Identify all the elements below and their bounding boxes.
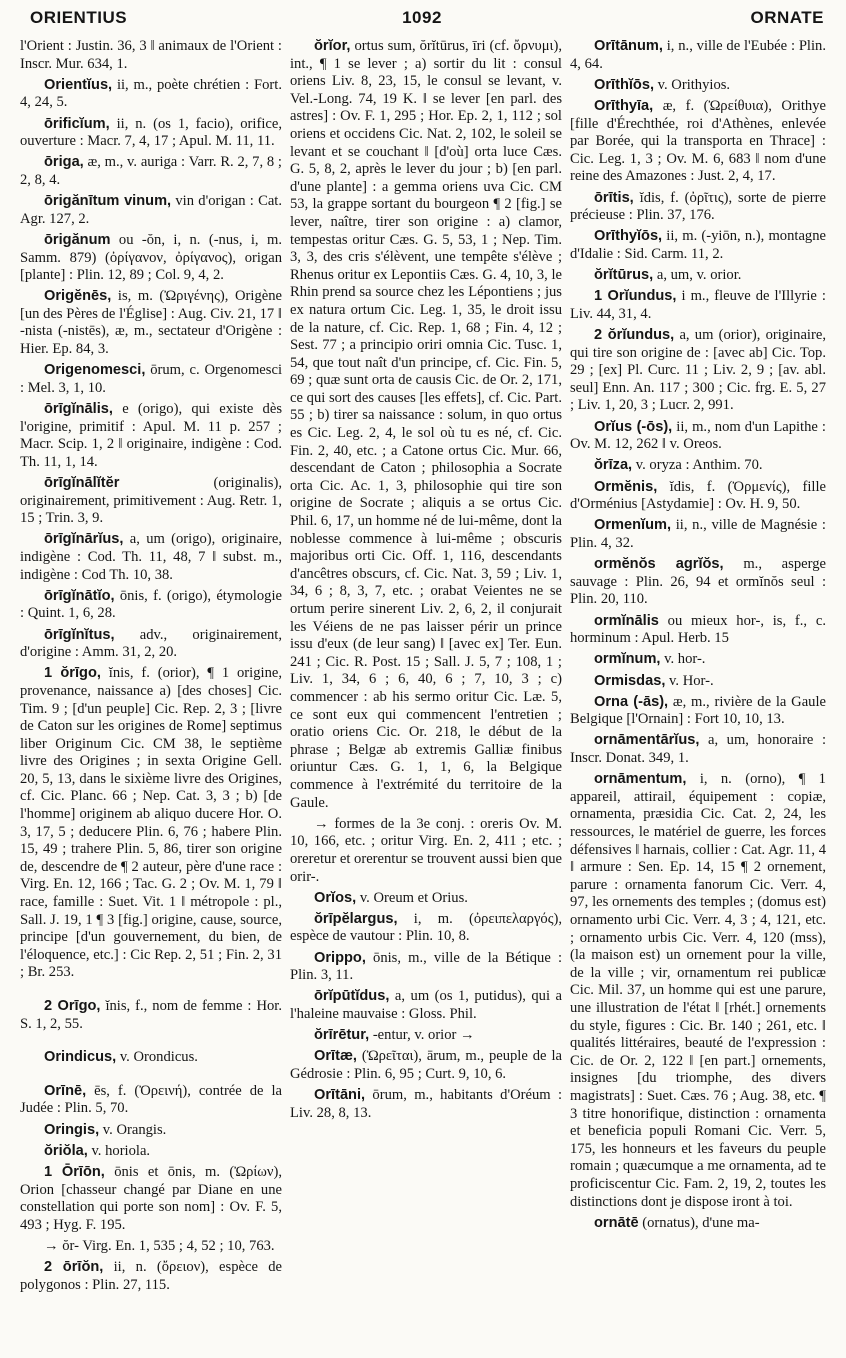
- entry-definition: ii, m., nom d'un Lapithe : Ov. M. 12, 262 ‖ v. Oreos.: [570, 418, 826, 453]
- dictionary-entry: [570, 419, 826, 454]
- header-right-guideword: ORNATE: [750, 8, 824, 27]
- entry-definition: ōrum, c. Orgenomesci : Mel. 3, 1, 10.: [20, 362, 282, 396]
- dictionary-entry: [290, 988, 562, 1023]
- entry-definition: ĭnis, f. (orior), ¶ 1 origine, provenance, naissance a) [des choses] Cic. Tim. 9 ; [d'un peuple] Cic. Rep. 2, 3 ; [livre de Caton sur les origines de Rome] septimus liber Originum Cic. CM 38, le septième livre des Origines ; in sexta Origine Gell. 20, 5, 13, dans le sixième livre des Origines, cf. Cic. Planc. 66 ; Nep. Cat. 3, 3 ; b) [de l'homme] originem ab aliquo ducere Hor. O. 3, 17, 5 ; deducere Plin. 6, 76 ; habere Plin. 15, 49 ; trahere Plin. 5, 86, tirer son origine de, descendre de ¶ 2 auteur, père d'une race : Virg. En. 12, 166 ; Tac. G. 2 ; Ov. M. 1, 79 ‖ race, famille : Suet. Vit. 1 ‖ métropole : pl., Sall. J. 19, 1 ¶ 3 [fig.] origine, cause, source, principe [d'un gouvernement, du bien, de l'éloquence, etc.] : Cic Rep. 2, 51 ; Fin. 2, 31 ; Br. 253.: [20, 665, 282, 981]
- entry-definition: ōnis, m., ville de la Bétique : Plin. 3, 11.: [290, 949, 562, 984]
- entry-headword: ōrificĭum,: [44, 115, 110, 132]
- entry-definition: æ, m., v. auriga : Varr. R. 2, 7, 8 ; 2, 8, 4.: [20, 154, 282, 188]
- entry-headword: Orīthyĭōs,: [594, 228, 663, 245]
- dictionary-entry: [570, 190, 826, 225]
- entry-definition: æ, f. (Ὠρείθυια), Orithye [fille d'Érechthée, roi d'Athènes, enlevée par Borée, qui la transporta en Thrace] : Cic. Leg. 1, 3 ; Ov. M. 6, 683 ‖ nom d'une reine des Amazones : Just. 2, 4, 17.: [570, 97, 826, 185]
- entry-definition: ou -ŏn, i, n. (-nus, i, m. Samm. 879) (ὀρίγανον, ὀρίγανος), origan [plante] : Plin. 12, 89 ; Col. 9, 4, 2.: [20, 231, 282, 284]
- column-1: [20, 38, 282, 1348]
- entry-headword: ōrīgĭnārĭus,: [44, 531, 124, 548]
- entry-headword: Orĭus (-ōs),: [594, 418, 673, 435]
- entry-definition: v. Oreum et Orius.: [359, 889, 468, 906]
- dictionary-entry: [290, 911, 562, 946]
- entry-definition: is, m. (Ὠριγένης), Origène [un des Pères de l'Église] : Aug. Civ. 21, 17 ‖ -nista (-nistēs), æ, m., sectateur d'Origène : Hier. Ep. 84, 3.: [20, 288, 282, 358]
- dictionary-entry: [20, 588, 282, 623]
- entry-definition: ou mieux hor-, is, f., c. horminum : Apul. Herb. 15: [570, 612, 826, 647]
- entry-headword: Origenomesci,: [44, 362, 146, 379]
- dictionary-entry: [290, 1027, 562, 1045]
- entry-headword: ōrīgĭnātĭo,: [44, 587, 115, 604]
- entry-headword: ōriga,: [44, 154, 84, 171]
- entry-definition: a, um (origo), originaire, indigène : Cod. Th. 11, 48, 7 ‖ subst. m., indigène : Cod Th. 10, 38.: [20, 531, 282, 583]
- entry-definition: v. hor-.: [664, 651, 706, 668]
- entry-headword: Orītānum,: [594, 38, 663, 54]
- entry-headword: ormĭnālis: [594, 612, 659, 629]
- entry-definition: a, um (os 1, putidus), qui a l'haleine mauvaise : Gloss. Phil.: [290, 988, 562, 1023]
- entry-definition: a, um (orior), originaire, qui tire son origine de : [avec ab] Cic. Top. 29 ; [ex] Pl. Curc. 11 ; Liv. 2, 9 ; [av. abl. seul] Enn. An. 117 ; 300 ; Cic. frg. E. 5, 27 ; Liv. 1, 20, 3 ; Lucr. 2, 991.: [570, 327, 826, 414]
- entry-definition: -entur, v. orior →: [372, 1027, 475, 1044]
- dictionary-entry: [20, 362, 282, 397]
- entry-headword: Orītāni,: [314, 1087, 366, 1104]
- entry-definition: l'Orient : Justin. 36, 3 ‖ animaux de l'Orient : Inscr. Mur. 634, 1.: [20, 38, 282, 72]
- dictionary-entry: [290, 1048, 562, 1083]
- entry-headword: Ormenĭum,: [594, 517, 672, 534]
- entry-definition: a, um, v. orior.: [656, 267, 742, 284]
- entry-headword: Orītæ,: [314, 1048, 357, 1065]
- entry-definition: ii, m., poète chrétien : Fort. 4, 24, 5.: [20, 76, 282, 111]
- dictionary-entry: [20, 627, 282, 662]
- dictionary-entry: [20, 1164, 282, 1234]
- dictionary-entry: [290, 890, 562, 908]
- dictionary-entry: [20, 1083, 282, 1118]
- entry-headword: 2 ŏrĭundus,: [594, 327, 675, 344]
- entry-definition: ĭdis, f. (Ὀρμενίς), fille d'Orménius [Astydamie] : Ov. H. 9, 50.: [570, 478, 826, 513]
- entry-definition: v. Hor-.: [669, 672, 714, 689]
- entry-definition: ōnis, f. (origo), étymologie : Quint. 1, 6, 28.: [20, 587, 282, 622]
- entry-definition: i, n. (orno), ¶ 1 appareil, attirail, équipement : copiæ, ornamenta, præsidia Cic. Cat. 2, 24, les ressources, le matériel de guerre, les forces défensives ‖ harnais, collier : Cat. Agr. 11, 4 ‖ armure : Sen. Ep. 14, 15 ¶ 2 ornement, parure : ornamenta fanorum Cic. Verr. 4, 97, les ornements des temples ; (domus est) ornamento urbi Cic. Verr. 4, 3 ; 4, 121, etc. ; ornamento urbis Cic. Verr. 4, 120 (mss), (la maison est) un ornement pour la ville, de la ville ; vir, ornamentum rei publicæ Cic. Mil. 37, un homme qui est une parure, une illustration de l'état ‖ [rhét.] ornements du style, figures : Cic. Br. 140 ; 261, etc. ‖ qualités littéraires, beauté de l'expression : Cic. de Or. 2, 122 ‖ [en part.] ornements, insignes [du triomphe, des divers magistrats] : Suet. Cæs. 76 ; Aug. 38, etc. ¶ 3 titre honorifique, distinction : ornamenta et beneficia populi Romani Cic. Verr. 5, 175, les honneurs et les faveurs du peuple romain ; quæcumque a me ornamenta, ad te proficiscentur Cic. Fam. 2, 19, 2, toutes les distinctions dont je dispose iront à toi.: [570, 771, 826, 1210]
- entry-headword: ōrīgĭnālĭtĕr: [44, 475, 120, 491]
- dictionary-entry: [20, 38, 282, 73]
- entry-headword: Orīthĭōs,: [594, 76, 654, 93]
- dictionary-entry: [570, 77, 826, 95]
- entry-headword: ŏrīza,: [594, 457, 633, 474]
- entry-definition: i, n., ville de l'Eubée : Plin. 4, 64.: [570, 38, 826, 72]
- dictionary-entry: [20, 1049, 282, 1067]
- entry-definition: i m., fleuve de l'Illyrie : Liv. 44, 31, 4.: [570, 288, 826, 322]
- text-columns: [20, 38, 826, 1348]
- entry-definition: v. Orithyios.: [657, 76, 731, 93]
- entry-definition: ii, n. (os 1, facio), orifice, ouverture : Macr. 7, 4, 17 ; Apul. M. 11, 11.: [20, 115, 282, 150]
- entry-definition: (ornatus), d'une ma-: [642, 1214, 760, 1231]
- dictionary-entry: [570, 651, 826, 669]
- dictionary-entry: [570, 457, 826, 475]
- entry-headword: ōrigănītum vinum,: [44, 193, 172, 210]
- entry-headword: ōrīgĭnĭtus,: [44, 626, 115, 643]
- column-3: [570, 38, 826, 1348]
- entry-headword: ŏrīpĕlargus,: [314, 910, 398, 927]
- dictionary-entry: [570, 228, 826, 263]
- entry-headword: ōrĭpūtĭdus,: [314, 988, 390, 1005]
- entry-definition: ēs, f. (Ὀρεινή), contrée de la Judée : Plin. 5, 70.: [20, 1082, 282, 1117]
- dictionary-entry: [20, 1238, 282, 1256]
- entry-headword: ŏriŏla,: [44, 1142, 88, 1159]
- entry-headword: ornāmentārĭus,: [594, 732, 700, 749]
- entry-headword: Orīthyīa,: [594, 97, 654, 114]
- entry-definition: ōrum, m., habitants d'Oréum : Liv. 28, 8, 13.: [290, 1087, 562, 1121]
- entry-definition: v. oryza : Anthim. 70.: [635, 457, 763, 474]
- dictionary-entry: [20, 1259, 282, 1294]
- entry-headword: ormĭnum,: [594, 651, 661, 668]
- dictionary-entry: [570, 1215, 826, 1233]
- dictionary-entry: [570, 771, 826, 1211]
- dictionary-entry: [570, 517, 826, 552]
- entry-headword: Oringis,: [44, 1121, 100, 1138]
- entry-definition: e (origo), qui existe dès l'origine, primitif : Apul. M. 11 p. 257 ; Macr. Scip. 1, 2 ‖ originaire, indigène : Cod. Th. 11, 1, 14.: [20, 401, 282, 470]
- page-number: 1092: [402, 8, 442, 27]
- entry-definition: ĭdis, f. (ὀρῖτις), sorte de pierre précieuse : Plin. 37, 176.: [570, 189, 826, 224]
- entry-definition: ortus sum, ŏrĭtūrus, īri (cf. ὄρνυμι), int., ¶ 1 se lever ; a) sortir du lit : consul oriens Liv. 8, 23, 15, le consul se levant, v. Vel.-Long. 74, 19 K. ‖ se lever [en parl. des astres] : Ov. F. 1, 295 ; Hor. Ep. 2, 1, 112 ; sol oriens et occidens Cic. Nat. 2, 102, le soleil se levant et se couchant ‖ [d'où] orta luce Cæs. G. 5, 8, 2, après le lever du jour ; b) [en parl. d'une plante] : a gemma oriens uva Cic. CM 53, la grappe sortant du bourgeon ¶ 2 [fig.] se lever, naître, tirer son origine : a) clamor, tempestas oritur Cæs. G. 5, 53, 1 ; Nep. Tim. 3, 3, des cris s'élèvent, une tempête s'élève ; Rhenus oritur ex Lepontiis Cæs. G. 4, 10, 3, le Rhin prend sa source chez les Lépontiens ; jus ex natura ortum Cic. Leg. 1, 35, le droit issu de la nature, cf. Cic. Rep. 1, 68 ; Fin. 4, 12 ; Sest. 77 ; a principio oriri omnia Cic. Tusc. 1, 54, que tout naît d'un principe, cf. Cic. Fin. 5, 69 ; quæ sunt orta de causis Cic. de Or. 2, 171, ce qui sort des causes [les effets], cf. Cic. Part. 55 ; b) tirer sa naissance : solum, in quo ortus es Cic. Leg. 2, 4, le sol où tu es né, cf. Cic. Fin. 2, 40, etc. ; a Catone ortus Cic. Mur. 66, descendant de Caton ; philosophia a Socrate orta Cic. Ac. 1, 3, philosophie qui tire son origine de Socrate ; aliquis a se ortus Cic. Phil. 6, 17, un homme né de lui-même, dont la noblesse commence à lui-même ; obscuris majoribus orti Cic. Off. 1, 116, descendants d'ancêtres obscurs, cf. Cic. Nat. 3, 59 ; Liv. 1, 34, 6 ; 8, 3, 7, etc. ; orabat Veientes ne se ortum perire sinerent Liv. 2, 6, 2, il conjurait les Véiens de ne pas laisser périr un prince issu d'eux (de leur sang) ‖ [avec ex] Ter. Eun. 241 ; Cic. R. Post. 15 ; Sall. J. 5, 7 ; 108, 1 ; Liv. 1, 34, 6 ; 6, 40, 6 ; 7, 10, 3 ; c) commencer : ab his sermo oritur Cic. Læ. 5, ce sont eux qui commencent l'entretien ; oratio oriens Cic. Or. 218, le début de la phrase ; Belgæ ab extremis Galliæ finibus oriuntur Cæs. G. 1, 1, 6, la Belgique commence à l'extrémité du territoire de la Gaule.: [290, 38, 562, 811]
- dictionary-entry: [20, 531, 282, 584]
- entry-definition: → ŏr- Virg. En. 1, 535 ; 4, 52 ; 10, 763.: [44, 1237, 275, 1254]
- dictionary-entry: [570, 327, 826, 415]
- entry-headword: Orna (-ās),: [594, 693, 669, 710]
- entry-definition: ĭnis, f., nom de femme : Hor. S. 1, 2, 55.: [20, 998, 282, 1032]
- dictionary-entry: [20, 665, 282, 982]
- entry-definition: v. Orangis.: [102, 1121, 167, 1138]
- entry-headword: 1 Orĭundus,: [594, 288, 677, 305]
- entry-headword: Ormisdas,: [594, 672, 666, 689]
- entry-definition: m., asperge sauvage : Plin. 26, 94 et ormĭnŏs seul : Plin. 20, 110.: [570, 556, 826, 608]
- dictionary-entry: [290, 950, 562, 985]
- entry-definition: ōnis et ōnis, m. (Ὠρίων), Orion [chasseur changé par Diane en une constellation qui porte son nom] : Ov. F. 5, 493 ; Hyg. F. 195.: [20, 1163, 282, 1233]
- dictionary-entry: [290, 816, 562, 886]
- dictionary-entry: [570, 267, 826, 285]
- column-2: [290, 38, 562, 1348]
- entry-headword: ōrigănum: [44, 231, 111, 248]
- dictionary-entry: [570, 673, 826, 691]
- dictionary-entry: [20, 475, 282, 528]
- entry-headword: Origĕnēs,: [44, 288, 112, 305]
- entry-headword: Orĭos,: [314, 889, 357, 906]
- entry-definition: a, um, honoraire : Inscr. Donat. 349, 1.: [570, 732, 826, 767]
- entry-definition: v. Orondicus.: [119, 1049, 198, 1066]
- dictionary-entry: [570, 613, 826, 648]
- entry-headword: ŏrīrētur,: [314, 1027, 370, 1044]
- entry-definition: (Ὠρεῖται), ārum, m., peuple de la Gédrosie : Plin. 6, 95 ; Curt. 9, 10, 6.: [290, 1048, 562, 1082]
- entry-headword: Orippo,: [314, 949, 366, 966]
- entry-headword: ormĕnŏs agrĭŏs,: [594, 556, 724, 573]
- entry-definition: vin d'origan : Cat. Agr. 127, 2.: [20, 193, 282, 227]
- entry-definition: (originalis), originairement, primitivement : Aug. Retr. 1, 15 ; Trin. 3, 9.: [20, 475, 282, 527]
- entry-definition: ii, n. (ὄρειον), espèce de polygonos : Plin. 27, 115.: [20, 1259, 282, 1293]
- entry-headword: ornāmentum,: [594, 771, 687, 788]
- entry-headword: ornātē: [594, 1214, 639, 1231]
- entry-headword: 1 ŏrīgo,: [44, 665, 101, 682]
- dictionary-entry: [20, 288, 282, 358]
- header-left-guideword: ORIENTIUS: [30, 8, 128, 27]
- dictionary-entry: [570, 38, 826, 73]
- entry-headword: Orientĭus,: [44, 76, 113, 93]
- dictionary-entry: [290, 38, 562, 812]
- dictionary-entry: [570, 694, 826, 729]
- entry-definition: æ, m., rivière de la Gaule Belgique [l'Ornain] : Fort 10, 10, 13.: [570, 693, 826, 728]
- running-header: [20, 8, 824, 34]
- entry-headword: ŏrĭor,: [314, 38, 351, 54]
- dictionary-entry: [20, 193, 282, 228]
- entry-headword: Orindicus,: [44, 1049, 117, 1066]
- entry-headword: ōrītis,: [594, 189, 634, 206]
- dictionary-entry: [20, 998, 282, 1033]
- dictionary-entry: [20, 154, 282, 189]
- dictionary-entry: [20, 1122, 282, 1140]
- entry-headword: Orīnē,: [44, 1082, 87, 1099]
- entry-definition: v. horiola.: [91, 1142, 151, 1159]
- entry-definition: adv., originairement, d'origine : Amm. 31, 2, 20.: [20, 626, 282, 661]
- dictionary-entry: [570, 732, 826, 767]
- dictionary-entry: [570, 556, 826, 609]
- dictionary-entry: [20, 232, 282, 285]
- entry-headword: Ormĕnis,: [594, 478, 658, 495]
- dictionary-entry: [20, 77, 282, 112]
- entry-headword: 2 ōrīŏn,: [44, 1259, 104, 1276]
- entry-headword: ōrīgĭnālis,: [44, 401, 113, 418]
- entry-headword: 2 Orīgo,: [44, 998, 101, 1014]
- entry-definition: ii, m. (-yiōn, n.), montagne d'Idalie : Sid. Carm. 11, 2.: [570, 228, 826, 262]
- dictionary-entry: [290, 1087, 562, 1122]
- dictionary-entry: [20, 1143, 282, 1161]
- dictionary-entry: [20, 401, 282, 471]
- entry-headword: 1 Ōrīōn,: [44, 1163, 105, 1180]
- entry-headword: ŏrĭtūrus,: [594, 267, 654, 284]
- entry-definition: ii, n., ville de Magnésie : Plin. 4, 32.: [570, 517, 826, 551]
- entry-definition: → formes de la 3e conj. : oreris Ov. M. 10, 166, etc. ; oritur Virg. En. 2, 411 ; etc. ; oreretur et orerentur se trouvent aussi bien que orir-.: [290, 815, 562, 885]
- dictionary-entry: [20, 116, 282, 151]
- entry-definition: i, m. (ὀρειπελαργός), espèce de vautour : Plin. 10, 8.: [290, 910, 562, 945]
- dictionary-entry: [570, 98, 826, 186]
- dictionary-entry: [570, 479, 826, 514]
- dictionary-entry: [570, 288, 826, 323]
